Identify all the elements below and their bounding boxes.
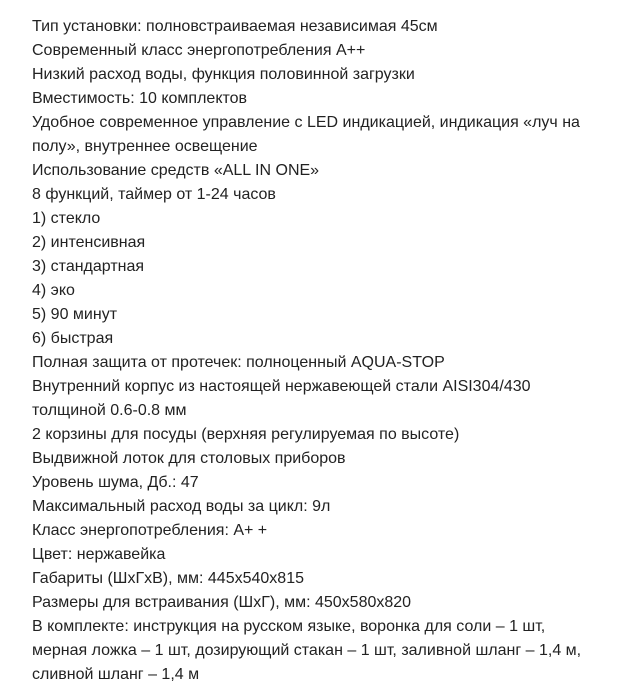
spec-line-built-in-size: Размеры для встраивания (ШхГ), мм: 450х580х820: [32, 594, 412, 611]
spec-line-package: В комплекте: инструкция на русском языке, воронка для соли – 1 шт,: [32, 618, 546, 635]
spec-line-detergent: Использование средств «ALL IN ONE»: [32, 162, 320, 179]
spec-line-energy-class: Современный класс энергопотребления А++: [32, 42, 366, 59]
spec-line-control: Удобное современное управление с LED индикацией, индикация «луч на: [32, 114, 580, 131]
spec-line-package-end: сливной шланг – 1,4 м: [32, 666, 200, 683]
spec-line-program-2: 2) интенсивная: [32, 234, 146, 251]
spec-line-noise-level: Уровень шума, Дб.: 47: [32, 474, 199, 491]
spec-line-energy-class-2: Класс энергопотребления: А+ +: [32, 522, 268, 539]
spec-line-inner-body-cont: толщиной 0.6-0.8 мм: [32, 402, 187, 419]
spec-line-functions: 8 функций, таймер от 1-24 часов: [32, 186, 276, 203]
spec-line-inner-body: Внутренний корпус из настоящей нержавеющей стали AISI304/430: [32, 378, 531, 395]
spec-line-program-6: 6) быстрая: [32, 330, 114, 347]
spec-line-cutlery-tray: Выдвижной лоток для столовых приборов: [32, 450, 346, 467]
spec-line-leak-protection: Полная защита от протечек: полноценный AQUA-STOP: [32, 354, 445, 371]
spec-line-install-type: Тип установки: полновстраиваемая независимая 45см: [32, 18, 438, 35]
spec-line-baskets: 2 корзины для посуды (верхняя регулируемая по высоте): [32, 426, 460, 443]
product-specs: [32, 15, 612, 687]
spec-line-program-1: 1) стекло: [32, 210, 101, 227]
spec-line-dimensions: Габариты (ШхГхВ), мм: 445х540х815: [32, 570, 304, 587]
spec-line-capacity: Вместимость: 10 комплектов: [32, 90, 248, 107]
spec-line-package-cont: мерная ложка – 1 шт, дозирующий стакан – 1 шт, заливной шланг – 1,4 м,: [32, 642, 582, 659]
spec-line-program-4: 4) эко: [32, 282, 75, 299]
spec-line-max-water: Максимальный расход воды за цикл: 9л: [32, 498, 331, 515]
spec-line-program-5: 5) 90 минут: [32, 306, 118, 323]
spec-line-water-usage: Низкий расход воды, функция половинной загрузки: [32, 66, 415, 83]
spec-line-program-3: 3) стандартная: [32, 258, 145, 275]
spec-line-color: Цвет: нержавейка: [32, 546, 166, 563]
spec-line-control-cont: полу», внутреннее освещение: [32, 138, 258, 155]
